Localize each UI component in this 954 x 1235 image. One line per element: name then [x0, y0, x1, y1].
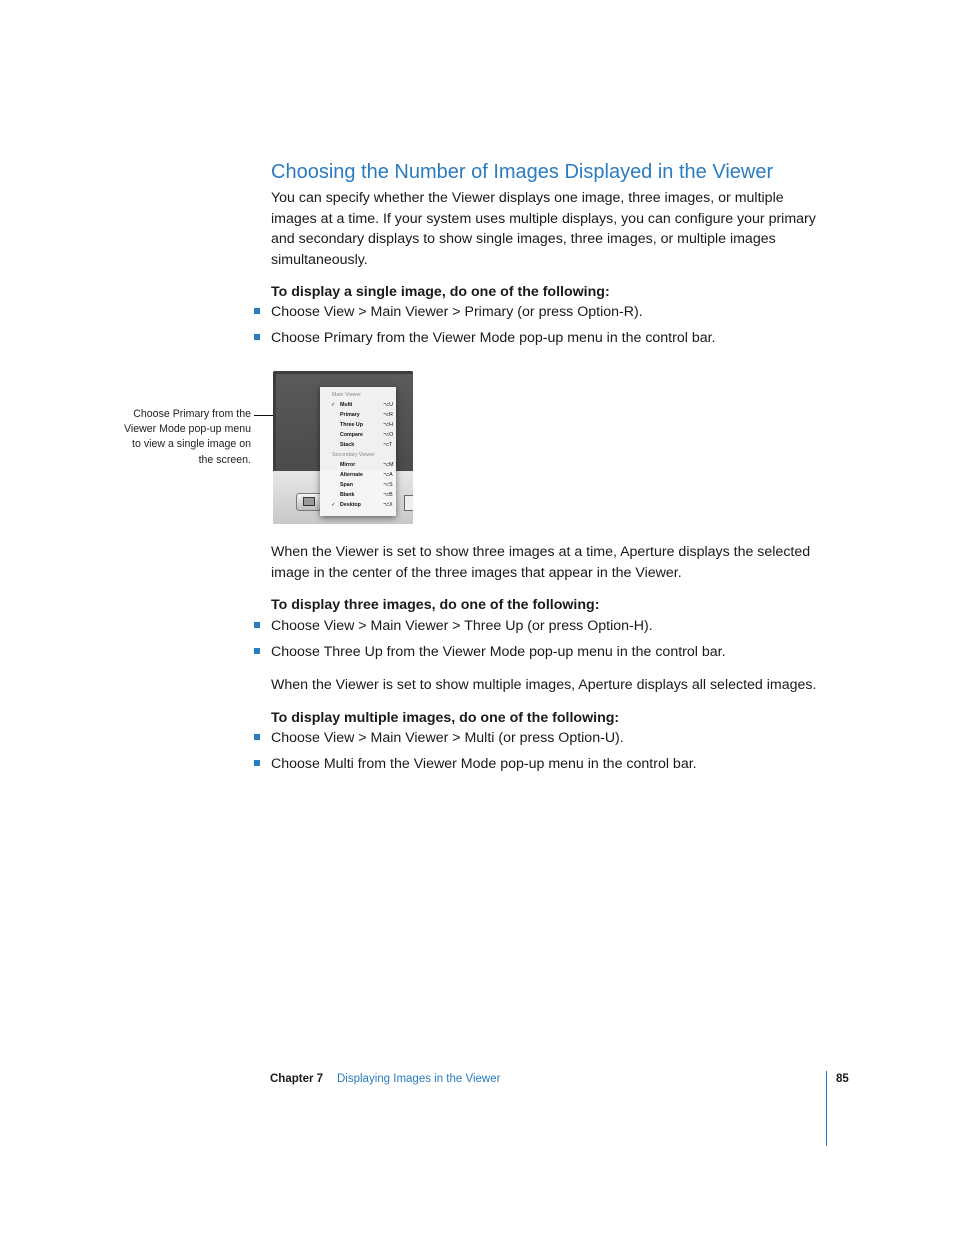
three-list [253, 616, 726, 668]
list-item-text: Choose Primary from the Viewer Mode pop-up menu in the control bar. [271, 330, 716, 346]
menu-item-desktop[interactable]: ✓ Desktop ⌥X [331, 502, 393, 508]
multiple-intro: When the Viewer is set to show multiple images, Aperture displays all selected images. [271, 677, 817, 693]
single-list [253, 302, 716, 354]
bullet-icon [254, 648, 260, 654]
list-item [253, 328, 716, 354]
menu-item-three-up[interactable]: Three Up ⌥H [340, 422, 393, 428]
section-intro: You can specify whether the Viewer displays one image, three images, or multiple images at a time. If your system uses multiple displays, you can configure your primary and secondary displays to show single images, three images, or multiple images simultaneously. [271, 190, 816, 268]
control-bar-button[interactable] [404, 495, 413, 511]
list-item [253, 642, 726, 668]
menu-header-main: Main Viewer [332, 392, 362, 398]
viewer-mode-menu-figure [273, 371, 413, 524]
display-icon [303, 497, 315, 506]
page-number: 85 [836, 1073, 849, 1085]
three-heading: To display three images, do one of the following: [271, 597, 600, 613]
menu-item-multi[interactable]: ✓ Multi ⌥U [331, 402, 393, 408]
single-heading: To display a single image, do one of the following: [271, 284, 610, 300]
bullet-icon [254, 734, 260, 740]
multiple-heading: To display multiple images, do one of the following: [271, 710, 620, 726]
bullet-icon [254, 334, 260, 340]
list-item-text: Choose Three Up from the Viewer Mode pop-up menu in the control bar. [271, 644, 726, 660]
menu-item-alternate[interactable]: Alternate ⌥A [340, 472, 393, 478]
menu-item-mirror[interactable]: Mirror ⌥M [340, 462, 394, 468]
bullet-icon [254, 760, 260, 766]
list-item-text: Choose View > Main Viewer > Three Up (or press Option-H). [271, 618, 653, 634]
checkmark-icon: ✓ [331, 502, 336, 508]
footer-divider [826, 1071, 827, 1146]
viewer-mode-popup-menu [320, 387, 396, 516]
footer-chapter-title: Displaying Images in the Viewer [337, 1073, 501, 1085]
list-item [253, 302, 716, 328]
menu-header-secondary: Secondary Viewer [332, 452, 375, 458]
three-intro: When the Viewer is set to show three images at a time, Aperture displays the selected image in the center of the three images that appear in the Viewer. [271, 544, 811, 581]
multiple-list [253, 728, 697, 780]
figure-callout: Choose Primary from the Viewer Mode pop-up menu to view a single image on the screen. [123, 408, 251, 466]
bullet-icon [254, 308, 260, 314]
menu-item-compare[interactable]: Compare ⌥O [340, 432, 394, 438]
menu-item-stack[interactable]: Stack ⌥T [340, 442, 393, 448]
list-item-text: Choose View > Main Viewer > Multi (or press Option-U). [271, 730, 624, 746]
list-item [253, 754, 697, 780]
menu-item-primary[interactable]: Primary ⌥R [340, 412, 393, 418]
viewer-mode-button[interactable] [296, 493, 322, 511]
menu-item-span[interactable]: Span ⌥S [340, 482, 393, 488]
list-item [253, 728, 697, 754]
menu-item-blank[interactable]: Blank ⌥B [340, 492, 393, 498]
checkmark-icon: ✓ [331, 402, 336, 408]
list-item-text: Choose View > Main Viewer > Primary (or press Option-R). [271, 304, 643, 320]
list-item-text: Choose Multi from the Viewer Mode pop-up menu in the control bar. [271, 756, 697, 772]
list-item [253, 616, 726, 642]
section-title: Choosing the Number of Images Displayed in the Viewer [271, 161, 774, 183]
bullet-icon [254, 622, 260, 628]
footer-chapter: Chapter 7 [270, 1073, 324, 1085]
